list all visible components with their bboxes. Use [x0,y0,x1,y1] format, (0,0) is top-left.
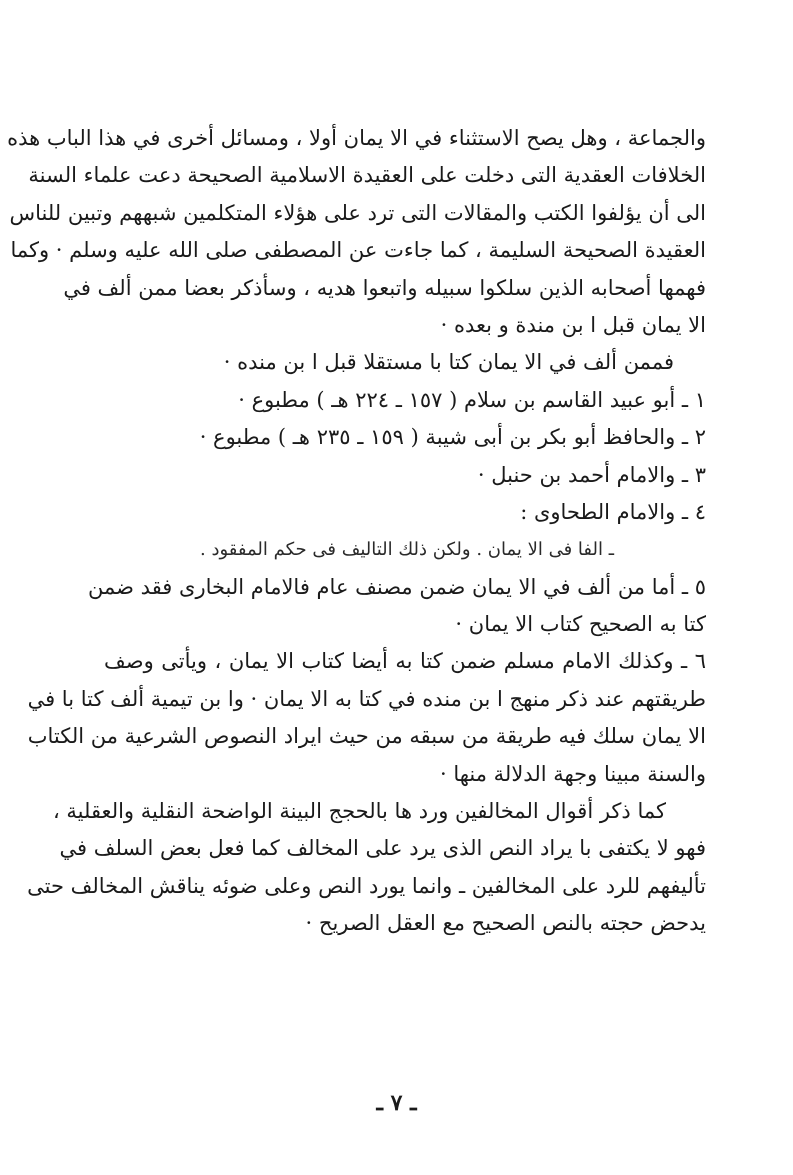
text-line: فهمها أصحابه الذين سلكوا سبيله واتبعوا هديه ، وسأذكر بعضا ممن ألف في [63,275,706,300]
text-line: والجماعة ، وهل يصح الاستثناء في الا يمان أولا ، ومسائل أخرى في هذا الباب هذه [7,126,706,150]
page-number: ـ ٧ ـ [376,1090,417,1116]
list-item: ٣ ـ والامام أحمد بن حنبل · [477,462,706,487]
text-line: يدحض حجته بالنص الصحيح مع العقل الصريح · [305,911,706,936]
list-item: ٦ ـ وكذلك الامام مسلم ضمن كتا به أيضا كتاب الا يمان ، ويأتى وصف [104,649,706,674]
text-line: الا يمان سلك فيه طريقة من سبقه من حيث ايراد النصوص الشرعية من الكتاب [27,724,706,749]
text-line: الخلافات العقدية التى دخلت على العقيدة الاسلامية الصحيحة دعت علماء السنة [28,163,706,188]
list-item: ٥ ـ أما من ألف في الا يمان ضمن مصنف عام فالامام البخارى فقد ضمن [88,574,706,599]
text-line: فممن ألف في الا يمان كتا با مستقلا قبل ا بن منده · [223,350,674,375]
text-line: تأليفهم للرد على المخالفين ـ وانما يورد النص وعلى ضوئه يناقش المخالف حتى [27,873,706,898]
text-line: الى أن يؤلفوا الكتب والمقالات التى ترد على هؤلاء المتكلمين شبههم وتبين للناس [9,200,706,225]
text-line: الا يمان قبل ا بن مندة و بعده · [440,312,706,337]
text-line: والسنة مبينا وجهة الدلالة منها · [439,761,706,786]
text-line: فهو لا يكتفى با يراد النص الذى يرد على المخالف كما فعل بعض السلف في [59,836,706,861]
annotation-line: ـ الفا فى الا يمان . ولكن ذلك التاليف فى حكم المفقود . [200,539,614,561]
text-line: كما ذكر أقوال المخالفين ورد ها بالحجج البينة الواضحة النقلية والعقلية ، [52,799,666,824]
list-item: ٤ ـ والامام الطحاوى : [520,499,706,524]
document-body [7,120,706,943]
list-item: ١ ـ أبو عبيد القاسم بن سلام ( ١٥٧ ـ ٢٢٤ هـ ) مطبوع · [238,387,706,412]
list-item: ٢ ـ والحافظ أبو بكر بن أبى شيبة ( ١٥٩ ـ ٢٣٥ هـ ) مطبوع · [199,425,706,450]
text-line: كتا به الصحيح كتاب الا يمان · [455,612,706,637]
text-line: العقيدة الصحيحة السليمة ، كما جاءت عن المصطفى صلى الله عليه وسلم · وكما [10,238,706,263]
text-line: طريقتهم عند ذكر منهج ا بن منده في كتا به الا يمان · وا بن تيمية ألف كتا با في [27,686,706,711]
